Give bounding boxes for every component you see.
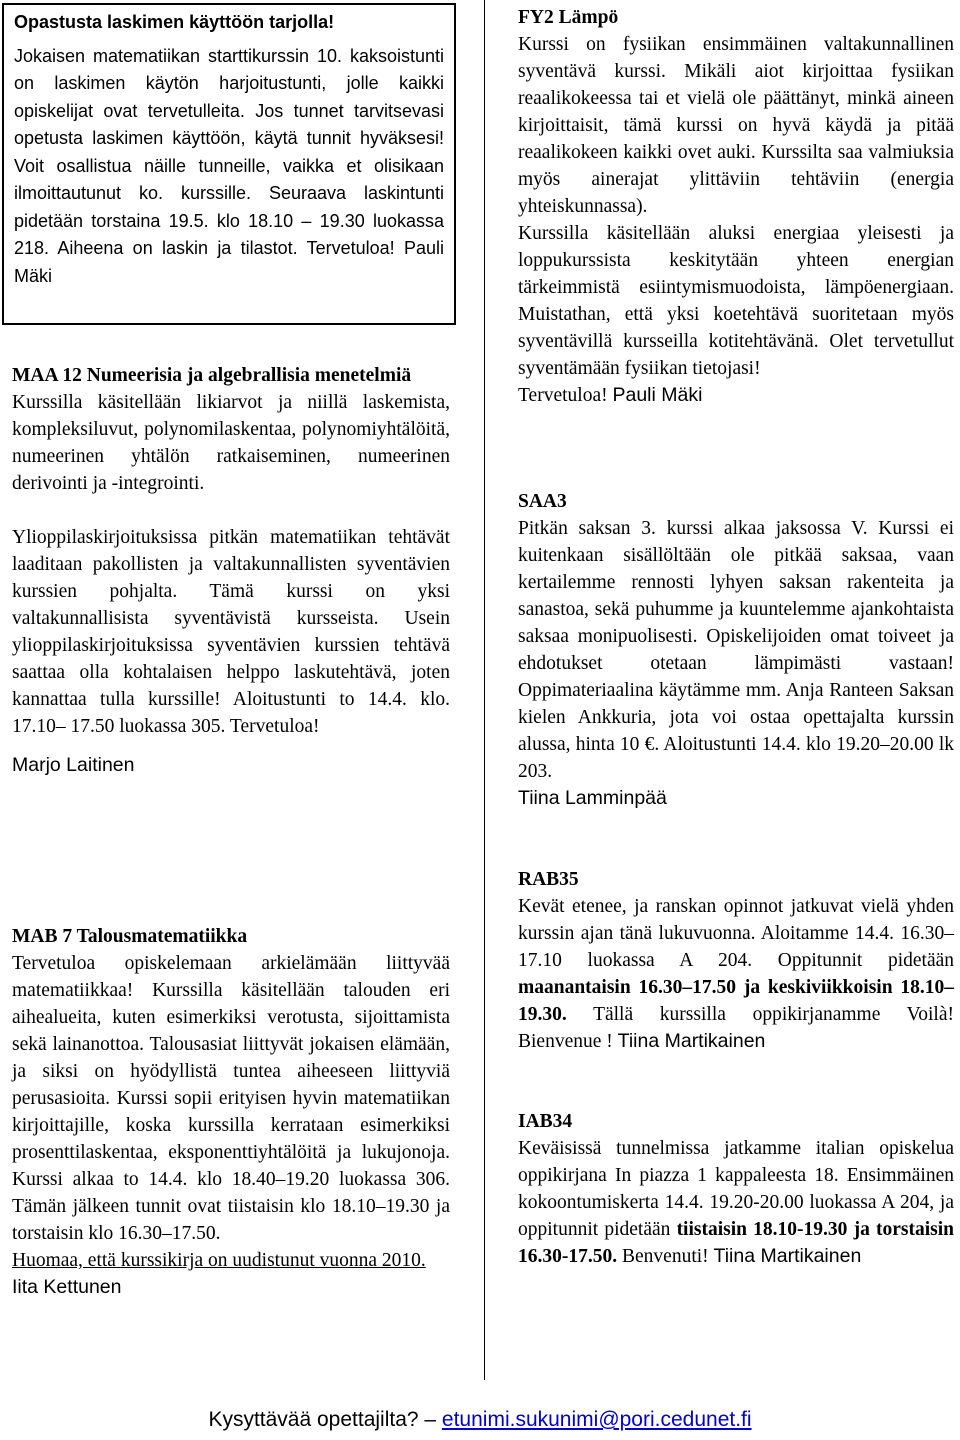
mab7-heading: MAB 7 Talousmatematiikka [12,926,248,947]
fy2-body2: Kurssilla käsitellään aluksi energiaa yleisesti ja loppukurssista keskitytään yhteen energian tärkeimmistä esiintymismuodoista, lämpöenergiaan. Muistathan, että yksi koetehtävä suoritetaan myös syventävillä kursseilla kotitehtävänä. Olet tervetullut syventämään fysiikan tietojasi! [518,223,954,379]
maa12-body: Ylioppilaskirjoituksissa pitkän matematiikan tehtävät laaditaan pakollisten ja valtakunnallisten syventävien kurssien pohjalta. Tämä kurssi on yksi valtakunnallisista syventävistä kursseista. Usein ylioppilaskirjoituksissa syventävien kurssien tehtävä saattaa olla kohtalaisen helppo laskutehtävä, joten kannattaa tulla kurssille! Aloitustunti to 14.4. klo. 17.10– 17.50 luokassa 305. Tervetuloa! [12,527,450,737]
fy2-body1: Kurssi on fysiikan ensimmäinen valtakunnallinen syventävä kurssi. Mikäli aiot kirjoittaa fysiikan reaalikokeessa tai et vielä ole päättänyt, minkä aineen kirjoittaisit, tämä kurssi on hyvä käydä ja pitää reaalikokeen kaikki ovet auki. Kurssilta saa valmiuksia myös ainerajat ylittäviin tehtäviin (energia yhteiskunnassa). [518,34,954,217]
mab7-note: Huomaa, että kurssikirja on uudistunut vuonna 2010. [12,1250,426,1271]
saa3-body: Pitkän saksan 3. kurssi alkaa jaksossa V. Kurssi ei kuitenkaan sisällöltään ole pitkää saksaa, vaan kertailemme rennosti lyhyen saksan rakenteita ja sanastoa, sekä puhumme ja kuuntelemme ajankohtaista saksaa monipuolisesti. Opiskelijoiden omat toiveet ja ehdotukset otetaan lämpimästi vastaan! Oppimateriaalina käytämme mm. Anja Ranteen Saksan kielen Ankkuria, jota voi ostaa opettajalta kurssin alussa, hinta 10 €. Aloitustunti 14.4. klo 19.20–20.00 lk 203. [518,518,954,782]
section-fy2 [518,4,954,409]
fy2-heading: FY2 Lämpö [518,7,619,28]
footer-email-link[interactable]: etunimi.sukunimi@pori.cedunet.fi [441,1408,752,1431]
maa12-heading: MAA 12 Numeerisia ja algebrallisia menetelmiä [12,365,412,386]
rab35-body-text: Kevät etenee, ja ranskan opinnot jatkuvat vielä yhden kurssin ajan tänä lukuvuonna. Aloitamme 14.4. 16.30–17.10 luokassa A 204. Oppitunnit pidetään [518,896,954,971]
iab34-heading: IAB34 [518,1111,573,1132]
notice-body [14,43,444,291]
maa12-intro: Kurssilla käsitellään likiarvot ja niillä laskemista, kompleksiluvut, polynomilaskentaa, polynomiyhtälöitä, numeerinen yhtälön ratkaiseminen, numeerinen derivointi ja -integrointi. [12,392,450,494]
iab34-schedule: tiistaisin 18.10-19.30 ja torstaisin 16.30-17.50. [518,1219,954,1267]
iab34-body2: Benvenuti! [622,1246,709,1267]
iab34-body-text: Keväisissä tunnelmissa jatkamme italian opiskelua oppikirjana In piazza 1 kappaleesta 18. Ensimmäinen kokoontumiskerta 14.4. 19.20-20.00 luokassa A 204, ja oppitunnit pidetään [518,1138,954,1240]
column-divider [484,0,485,1380]
footer-question: Kysyttävää opettajilta? – [208,1408,437,1431]
maa12-author: Marjo Laitinen [12,754,135,776]
notice-author: Pauli Mäki [14,238,444,286]
saa3-heading: SAA3 [518,491,567,512]
mab7-note-wrap [12,1247,450,1274]
iab34-author: Tiina Martikainen [713,1245,862,1267]
section-rab35 [518,866,954,1055]
section-mab7 [12,923,450,1301]
rab35-heading: RAB35 [518,869,579,890]
saa3-author: Tiina Lamminpää [518,787,667,809]
notice-body-text: Jokaisen matematiikan starttikurssin 10. kaksoistunti on laskimen käytön harjoitustunti, jolle kaikki opiskelijat ovat tervetulleita. Jos tunnet tarvitsevasi opetusta laskimen käyttöön, käytä tunnit hyväksesi! Voit osallistua näille tunneille, vaikka et olisikaan ilmoittautunut ko. kurssille. Seuraava laskintunti pidetään torstaina 19.5. klo 18.10 – 19.30 luokassa 218. Aiheena on laskin ja tilastot. Tervetuloa! [14,45,444,258]
mab7-body: Tervetuloa opiskelemaan arkielämään liittyvää matematiikkaa! Kurssilla käsitellään talouden eri aihealueita, kuten esimerkiksi verotusta, sijoittamista sekä lainanottoa. Talousasiat liittyvät jokaisen elämään, ja siksi on hyödyllistä tuntea aiheeseen liittyviä perusasioita. Kurssi sopii erityisen hyvin matematiikan kirjoittajille, koska kurssilla kerrataan esimerkiksi prosenttilaskentaa, eksponenttiyhtälöitä ja lukujonoja. Kurssi alkaa to 14.4. klo 18.40–19.20 luokassa 306. Tämän jälkeen tunnit ovat tiistaisin klo 18.10–19.30 ja torstaisin klo 16.30–17.50. [12,953,450,1244]
rab35-author: Tiina Martikainen [617,1030,766,1052]
section-maa12 [12,362,450,779]
iab34-body [518,1135,954,1270]
notice-title: Opastusta laskimen käyttöön tarjolla! [14,12,335,32]
fy2-closing [518,382,954,409]
calculator-notice-box [2,3,456,325]
rab35-schedule: maanantaisin 16.30–17.50 ja keskiviikkoisin 18.10–19.30. [518,977,954,1025]
footer [0,1408,960,1432]
rab35-body2: Tällä kurssilla oppikirjanamme Voilà! Bienvenue ! [518,1004,954,1052]
mab7-author: Iita Kettunen [12,1276,122,1298]
section-iab34 [518,1108,954,1270]
fy2-author: Pauli Mäki [612,384,703,406]
section-saa3 [518,488,954,812]
rab35-body [518,893,954,1055]
fy2-closing-text: Tervetuloa! [518,385,608,406]
